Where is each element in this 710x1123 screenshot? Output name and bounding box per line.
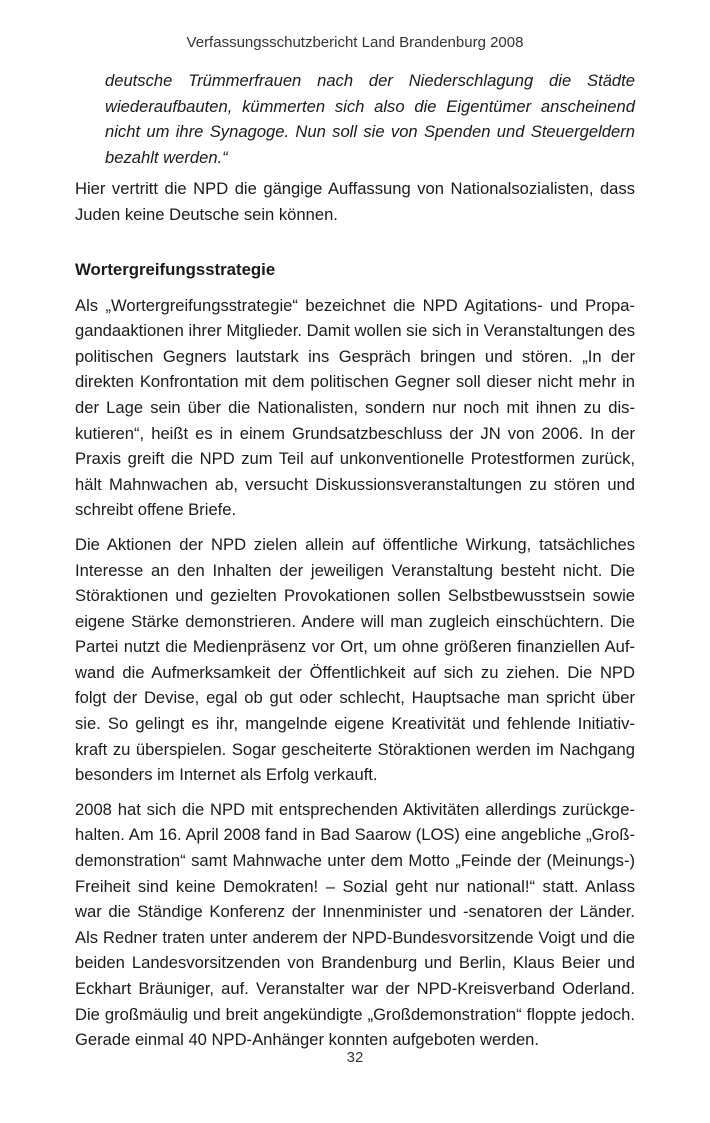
page-body bbox=[75, 68, 635, 1053]
page-number: 32 bbox=[346, 1049, 364, 1066]
block-quote: deutsche Trümmerfrauen nach der Niederschlagung die Städte wiederaufbauten, kümmerten sich also die Eigentümer anscheinend nicht um ihre Synagoge. Nun soll sie von Spenden und Steuergeldern bezahlt werden.“ bbox=[105, 71, 635, 167]
section-heading: Wortergreifungsstrategie bbox=[75, 259, 276, 279]
paragraph: 2008 hat sich die NPD mit entsprechenden Aktivitäten allerdings zurückgehalten. Am 16. April 2008 fand in Bad Saarow (LOS) eine angebliche „Großdemonstration“ samt Mahnwache unter dem Motto „Feinde der (Meinungs-) Freiheit sind keine Demokraten! – Sozial geht nur national!“ statt. Anlass war die Ständige Konferenz der Innenminister und -senatoren der Länder. Als Redner traten unter anderem der NPD-Bundesvorsitzende Voigt und die beiden Landesvorsitzenden von Brandenburg und Berlin, Klaus Beier und Eckhart Bräuniger, auf. Veranstalter war der NPD-Kreisverband Oderland. Die großmäulig und breit angekündigte „Großdemonstration“ floppte jedoch. Gerade einmal 40 NPD-Anhänger konnten aufgeboten werden. bbox=[75, 799, 635, 1050]
paragraph: Die Aktionen der NPD zielen allein auf öffentliche Wirkung, tatsächliches Interesse an den Inhalten der jeweiligen Veranstaltung besteht nicht. Die Störaktionen und gezielten Provokationen sollen Selbstbewusstsein sowie eigene Stärke demonstrieren. Andere will man zugleich einschüchtern. Die Partei nutzt die Medienpräsenz vor Ort, um ohne größeren finanziellen Aufwand die Aufmerksamkeit der Öffentlichkeit auf sich zu ziehen. Die NPD folgt der Devise, egal ob gut oder schlecht, Hauptsache man spricht über sie. So gelingt es ihr, mangelnde eigene Kreativität und fehlende Initiativkraft zu überspielen. Sogar gescheiterte Störaktionen werden im Nachgang besonders im Internet als Erfolg verkauft. bbox=[75, 534, 635, 785]
paragraph-intro: Hier vertritt die NPD die gängige Auffassung von Nationalsozialisten, dass Juden keine Deutsche sein können. bbox=[75, 179, 635, 224]
running-header: Verfassungsschutzbericht Land Brandenburg 2008 bbox=[186, 34, 524, 51]
paragraph: Als „Wortergreifungsstrategie“ bezeichnet die NPD Agitations- und Propagandaaktionen ihrer Mitglieder. Damit wollen sie sich in Veranstaltungen des politischen Gegners lautstark ins Gespräch bringen und stören. „In der direkten Konfrontation mit dem politischen Gegner soll dieser nicht mehr in der Lage sein über die Nationalisten, sondern nur noch mit ihnen zu diskutieren“, heißt es in einem Grundsatzbeschluss der JN von 2006. In der Praxis greift die NPD zum Teil auf unkonventionelle Protestformen zurück, hält Mahnwachen ab, versucht Diskussionsveranstaltungen zu stören und schreibt offene Briefe. bbox=[75, 295, 635, 520]
